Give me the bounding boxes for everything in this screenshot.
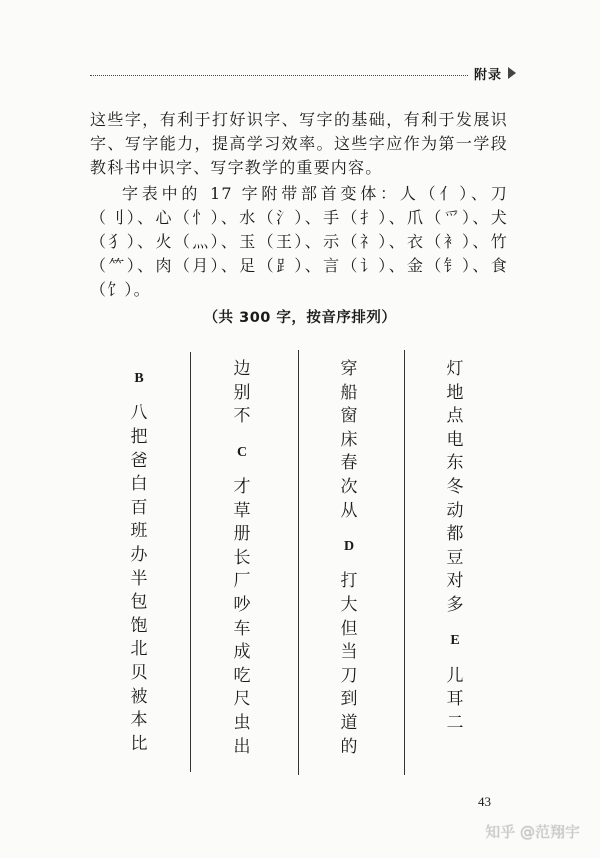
table-character: 贝 [130,662,148,683]
letter-heading-b: B [134,371,144,386]
char-list [447,358,464,618]
table-character: 办 [130,544,148,565]
table-character: 白 [130,474,148,495]
table-character: 船 [340,382,358,403]
page-number: 43 [478,794,491,809]
table-character: 吃 [233,665,251,686]
table-character: 出 [233,736,251,757]
table-character: 床 [340,429,358,450]
header-dotted-rule [90,75,468,76]
table-character: 车 [233,618,251,639]
table-character: 才 [233,476,251,497]
table-character: 耳 [446,689,464,710]
table-character: 包 [130,592,148,613]
char-list [234,476,251,759]
column-divider [404,350,405,775]
table-character: 不 [233,406,251,427]
table-character: 饱 [130,615,148,636]
table-character: 北 [130,639,148,660]
table-character: 的 [340,736,358,757]
table-character: 多 [446,594,464,615]
running-header-title: 附录 [474,68,503,83]
triangle-arrow-icon [508,67,516,79]
watermark: 知乎 @范翔宇 [485,823,580,841]
table-character: 尺 [233,689,251,710]
table-character: 从 [340,500,358,521]
table-character: 把 [130,426,148,447]
char-list [341,570,358,759]
table-character: 边 [233,359,251,379]
table-character: 八 [130,403,148,424]
table-character: 冬 [446,476,464,497]
table-caption: （共 300 字，按音序排列） [203,310,397,326]
body-paragraph-2: 字表中的 17 字附带部首变体：人（亻）、刀（刂）、心（忄）、水（氵）、手（扌）、爪（爫）、犬（犭）、火（灬）、玉（王）、示（礻）、衣（衤）、竹（⺮）、肉（月）、足（⻊）、言（讠）、金（钅）、食（饣）。 [90,184,508,299]
char-column-4 [435,358,475,736]
table-character: 灯 [446,359,464,379]
table-character: 半 [130,568,148,589]
table-character: 刀 [340,665,358,686]
char-list [234,358,251,429]
table-character: 儿 [446,665,464,686]
table-character: 东 [446,453,464,474]
column-divider [298,350,299,775]
table-character: 春 [340,453,358,474]
table-character: 二 [446,712,464,733]
table-character: 成 [233,642,251,663]
table-character: 点 [446,406,464,427]
char-column-3 [329,358,369,759]
char-list [131,402,148,756]
table-character: 长 [233,547,251,568]
table-character: 草 [233,500,251,521]
table-character: 大 [340,594,358,615]
char-list [447,665,464,736]
table-character: 当 [340,642,358,663]
column-divider [190,352,191,772]
table-character: 打 [340,571,358,592]
table-character: 对 [446,571,464,592]
letter-heading-d: D [343,538,355,554]
table-character: 本 [130,710,148,731]
table-character: 电 [446,429,464,450]
table-character: 动 [446,500,464,521]
table-character: 次 [340,476,358,497]
table-character: 地 [446,382,464,403]
table-character: 班 [130,521,148,542]
table-character: 百 [130,497,148,518]
table-character: 虫 [233,712,251,733]
table-character: 爸 [130,450,148,471]
table-character: 窗 [340,406,358,427]
table-character: 册 [233,524,251,545]
table-character: 比 [130,733,148,754]
table-character: 被 [130,686,148,707]
table-character: 到 [340,689,358,710]
char-list [341,358,358,523]
table-character: 道 [340,712,358,733]
table-character: 吵 [233,594,251,615]
table-character: 都 [446,524,464,545]
table-character: 厂 [233,571,251,592]
letter-heading-c: C [236,444,248,460]
table-character: 别 [233,382,251,403]
table-character: 穿 [340,359,358,379]
letter-heading-e: E [450,633,460,649]
body-paragraph-1: 这些字，有利于打好识字、写字的基础，有利于发展识字、写字能力，提高学习效率。这些字应作为第一学段教科书中识字、写字教学的重要内容。 [90,110,508,177]
table-character: 豆 [446,547,464,568]
char-column-2 [222,358,262,759]
char-column-1 [119,367,159,756]
table-character: 但 [340,618,358,639]
